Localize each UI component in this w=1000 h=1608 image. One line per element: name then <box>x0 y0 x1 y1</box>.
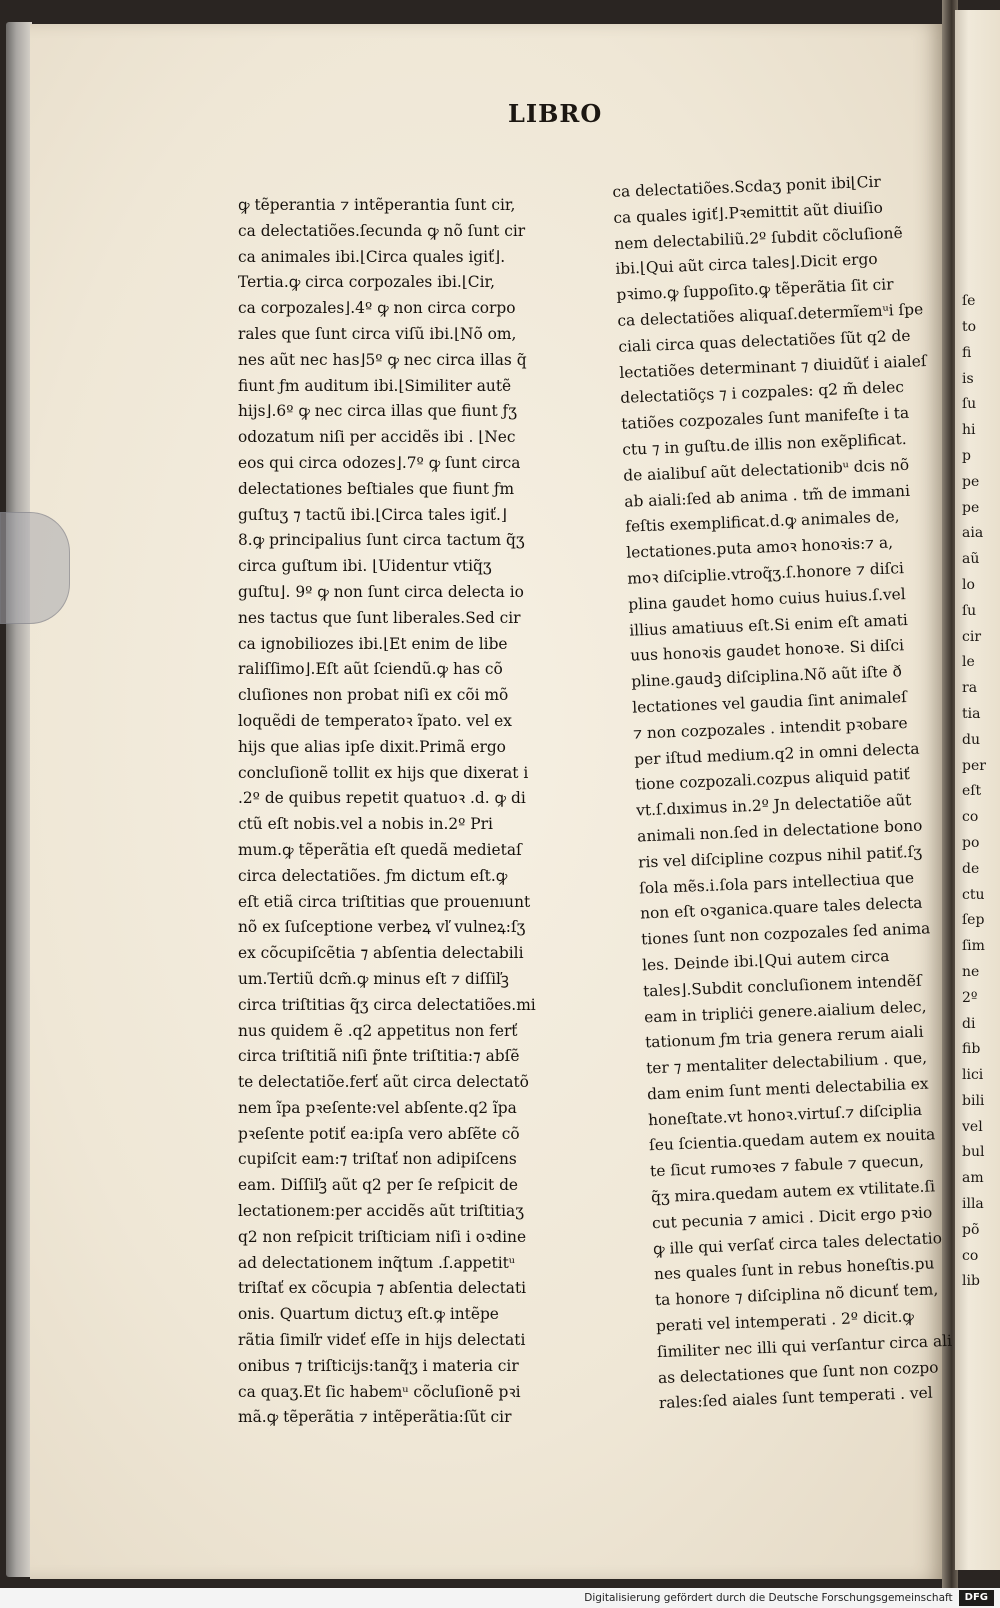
text-line: tales⌋.Subdit concluſionem intendẽſ <box>642 971 922 1001</box>
dfg-logo: DFG <box>959 1590 994 1606</box>
page-edge-stack <box>6 22 32 1577</box>
digitization-footer <box>0 1588 1000 1608</box>
text-line: cluſiones non probat niſi ex cõi mõ <box>238 686 509 705</box>
fragment-line: fib <box>962 1041 981 1058</box>
fragment-line: ſu <box>962 396 977 413</box>
fragment-line: bul <box>962 1144 985 1161</box>
text-line: lectatiões determinant ⁊ diuidũť i aialeſ <box>619 351 927 382</box>
fragment-line: hi <box>962 422 976 439</box>
text-line: ꝙ tẽperantia ⁊ intẽperantia ſunt cir, <box>238 196 516 214</box>
text-line: 8.ꝙ principalius ſunt circa tactum q̃ʒ <box>238 531 525 550</box>
text-line: tatiões cozpozales ſunt manifeſte i ta <box>621 403 910 433</box>
text-line: illius amatiuus eſt.Si enim eſt amati <box>628 610 909 640</box>
text-line: um.Tertiũ dcm̃.ꝙ minus eſt ⁊ diſſiľꝫ <box>238 969 509 988</box>
text-line: ctũ eſt nobis.vel a nobis in.2º Pri <box>238 815 493 834</box>
text-line: circa delectatiões. ƒm dictum eſt.ꝙ <box>238 866 508 885</box>
text-line: fiunt ƒm auditum ibi.⌊Similiter autẽ <box>238 376 512 395</box>
fragment-line: 2º <box>962 989 978 1006</box>
fragment-line <box>962 263 1000 289</box>
text-line: ctu ⁊ in guſtu.de illis non exẽplificat. <box>622 429 907 459</box>
text-line: ca delectatiões.Scdaʒ ponit ibi⌊Cir <box>612 172 882 201</box>
text-line: pꝛeſente potiť ea:ipſa vero abſẽte cõ <box>238 1124 520 1143</box>
text-line: nus quidem ẽ .q2 appetitus non ferť <box>238 1021 518 1040</box>
text-line: .2º de quibus repetit quatuoꝛ .d. ꝙ di <box>238 789 526 808</box>
text-line: ab aiali:ſed ab anima . tm̃ de immani <box>623 481 911 511</box>
funding-credit: Digitalisierung gefördert durch die Deutsche Forschungsgemeinschaft <box>584 1592 953 1604</box>
text-line: ca quaʒ.Et ſic habemᵘ cõcluſionẽ pꝛi <box>238 1382 521 1401</box>
text-line: ad delectationem inq̃tum .ſ.appetitᵘ <box>238 1253 515 1272</box>
left-text-column <box>238 193 538 1431</box>
fragment-line: to <box>962 318 977 335</box>
text-line: ca delectatiões.ſecunda ꝙ nõ ſunt cir <box>238 221 526 240</box>
fragment-line: lo <box>962 576 975 593</box>
text-line: tione cozpozali.cozpus aliquid patiť <box>634 765 911 794</box>
fragment-line: du <box>962 731 980 748</box>
fragment-line: pe <box>962 499 980 516</box>
fragment-line: fi <box>962 344 972 361</box>
text-line: circa triſtitias q̃ʒ circa delectatiões.mi <box>238 995 536 1014</box>
text-line: nem delectabiliũ.2º ſubdit cõcluſionẽ <box>614 223 903 253</box>
text-line: Tertia.ꝙ circa corpozales ibi.⌊Cir, <box>238 273 496 292</box>
text-line: as delectationes que ſunt non cozpo <box>657 1358 939 1387</box>
text-line: ⁊ non cozpozales . intendit pꝛobare <box>632 713 908 743</box>
text-line: te ſicut rumoꝛes ⁊ fabule ⁊ quecun, <box>649 1152 925 1181</box>
text-line: guſtuʒ ⁊ tactũ ibi.⌊Circa tales igiť.⌋ <box>238 505 507 524</box>
text-line: rales:ſed aiales ſunt temperati . vel <box>658 1384 933 1413</box>
text-line: cupiſcit eam:⁊ triſtať non adipiſcens <box>238 1150 517 1169</box>
text-line: moꝛ diſciplie.vtroq̃ʒ.ſ.honore ⁊ diſci <box>626 559 905 588</box>
text-line: ca animales ibi.⌊Circa quales igiť⌋. <box>238 247 506 266</box>
text-line: q̃ʒ mira.quedam autem ex vtilitate.ſi <box>650 1177 936 1207</box>
fragment-line <box>962 238 1000 264</box>
fragment-line: lici <box>962 1067 984 1084</box>
fragment-line: co <box>962 809 979 826</box>
fragment-line: per <box>962 757 986 774</box>
fragment-line: is <box>962 370 974 387</box>
text-line: eſt etiã circa triſtitias que prouenıunt <box>238 892 531 911</box>
text-line: eam in tripliċi genere.aialium delec, <box>643 997 927 1026</box>
fragment-line: ctu <box>962 886 985 903</box>
running-head: LIBRO <box>508 99 603 128</box>
text-line: mum.ꝙ tẽperãtia eſt quedã medietaſ <box>238 840 522 859</box>
text-line: perati vel intemperati . 2º dicit.ꝙ <box>655 1307 915 1336</box>
text-line: ca ignobiliozes ibi.⌊Et enim de libe <box>238 634 508 653</box>
text-line: nes quales ſunt in rebus honeſtis.pu <box>653 1254 935 1284</box>
text-line: nes tactus que ſunt liberales.Sed cir <box>238 608 521 627</box>
text-line: ibi.⌊Qui aũt circa tales⌋.Dicit ergo <box>615 250 878 279</box>
text-line: ſimiliter nec illi qui verſantur circa ali <box>656 1331 953 1361</box>
fragment-line: di <box>962 1015 976 1032</box>
fragment-line: aũ <box>962 551 980 568</box>
text-line: circa triſtitiã niſi p̃nte triſtitia:⁊ abſẽ <box>238 1047 520 1066</box>
fragment-line: bili <box>962 1092 985 1109</box>
fragment-line: eſt <box>962 783 982 800</box>
text-line: onibus ⁊ triſticijs:tanq̃ʒ i materia cir <box>238 1356 519 1375</box>
text-line: ter ⁊ mentaliter delectabilium . que, <box>645 1048 928 1078</box>
fragment-line: aia <box>962 525 984 542</box>
text-line: feſtis exemplificat.d.ꝙ animales de, <box>624 507 900 537</box>
text-line: ris vel diſcipline cozpus nihil patiť.ſʒ <box>637 842 923 872</box>
text-line: hijs que alias ipſe dixit.Primã ergo <box>238 737 506 756</box>
fragment-line: p <box>962 447 971 464</box>
fragment-line: am <box>962 1170 984 1187</box>
text-line: lectationem:per accidẽs aũt triſtitiaʒ <box>238 1202 524 1221</box>
text-line: ca corpozales⌋.4º ꝙ non circa corpo <box>238 299 516 318</box>
text-line: rales que ſunt circa viſũ ibi.⌊Nõ om, <box>238 324 517 343</box>
fragment-line: po <box>962 834 980 851</box>
right-text-column <box>612 168 959 1417</box>
text-line: hijs⌋.6º ꝙ nec circa illas que fiunt ƒʒ <box>238 402 517 421</box>
fragment-line: ſu <box>962 602 977 619</box>
text-line: per iſtud medium.q2 in omni delecta <box>633 739 920 769</box>
text-line: ex cõcupiſcẽtia ⁊ abſentia delectabili <box>238 944 524 963</box>
text-line: nem ĩpa pꝛeſente:vel abſente.q2 ĩpa <box>238 1098 517 1117</box>
fragment-line: ſe <box>962 293 976 310</box>
text-line: circa guſtum ibi. ⌊Uidentur vtiq̃ʒ <box>238 557 492 576</box>
fragment-line: lib <box>962 1273 980 1290</box>
text-line: pline.gaudꝫ diſciplina.Nõ aũt iſte ð <box>630 662 903 691</box>
text-line: lectationes vel gaudia ſint animaleſ <box>631 688 908 717</box>
text-line: loquẽdi de temperatoꝛ ĩpato. vel ex <box>238 711 512 730</box>
text-line: guſtu⌋. 9º ꝙ non ſunt circa delecta io <box>238 582 524 601</box>
text-line: les. Deinde ibi.⌊Qui autem circa <box>641 946 890 975</box>
fragment-line: tia <box>962 705 981 722</box>
fragment-line <box>962 212 1000 238</box>
text-line: ta honore ⁊ diſciplina nõ dicunť tem, <box>654 1280 939 1310</box>
fragment-line: cir <box>962 628 982 645</box>
fragment-line: de <box>962 860 980 877</box>
text-line: q2 non reſpicit triſticiam niſi i oꝛdine <box>238 1227 527 1246</box>
facing-page-text-fragments <box>962 186 1000 1295</box>
fragment-line: ſep <box>962 912 985 929</box>
text-line: honeſtate.vt honoꝛ.virtuſ.⁊ diſciplia <box>647 1100 923 1129</box>
text-line: eam. Diſſiľꝫ aũt q2 per ſe reſpicit de <box>238 1176 519 1195</box>
fragment-line: ſim <box>962 938 985 955</box>
text-line: rãtia ſimiľr videť eſſe in hijs delectati <box>238 1331 526 1350</box>
text-line: plina gaudet homo cuius huius.ſ.vel <box>627 584 906 614</box>
text-line: triſtať ex cõcupia ⁊ abſentia delectati <box>238 1279 527 1298</box>
fragment-line <box>962 186 1000 212</box>
text-line: tiones ſunt non cozpozales ſed anima <box>640 919 931 949</box>
text-line: te delectatiõe.ferť aũt circa delectatõ <box>238 1073 529 1092</box>
fragment-line: illa <box>962 1196 984 1213</box>
text-line: raliſſimo⌋.Eſt aũt ſciendũ.ꝙ has cõ <box>238 660 503 679</box>
text-line: eos qui circa odozes⌋.7º ꝙ ſunt circa <box>238 453 521 472</box>
text-line: nes aũt nec has⌋5º ꝙ nec circa illas q̃ <box>238 350 527 369</box>
page-clip <box>0 512 70 624</box>
text-line: delectatiõçs ⁊ i cozpales: q2 m̃ delec <box>620 378 905 408</box>
fragment-line: le <box>962 654 975 671</box>
text-line: concluſionẽ tollit ex hijs que dixerat i <box>238 763 529 782</box>
text-line: dam enim ſunt menti delectabilia ex <box>646 1074 929 1104</box>
text-line: vt.ſ.dıximus in.2º Jn delectatiõe aũt <box>635 791 912 820</box>
text-line: cut pecunia ⁊ amici . Dicit ergo pꝛio <box>651 1203 933 1233</box>
text-line: tationum ƒm tria genera rerum aiali <box>644 1022 924 1052</box>
fragment-line: ra <box>962 680 978 697</box>
text-line: animali non.ſed in delectatione bono <box>636 816 923 846</box>
text-line: ciali circa quas delectatiões ſũt q2 de <box>618 326 911 356</box>
text-line: non eſt oꝛganica.quare tales delecta <box>639 893 923 923</box>
text-line: ſeu ſcientia.quedam autem ex nouita <box>648 1125 936 1155</box>
text-line: nõ ex ſuſceptione verbeꝝ vľ vulneꝝ:ſʒ <box>238 918 526 937</box>
text-line: pꝛimo.ꝙ ſuppoſito.ꝙ tẽperãtia ſit cir <box>616 275 894 305</box>
fragment-line: pe <box>962 473 980 490</box>
text-line: de aialibuſ aũt delectationibᵘ dcis nõ <box>623 455 910 485</box>
text-line: ca quales igiť⌋.Pꝛemittit aũt diuiſio <box>613 198 884 227</box>
text-line: delectationes beſtiales que fiunt ƒm <box>238 479 515 498</box>
text-line: mã.ꝙ tẽperãtia ⁊ intẽperãtia:ſũt cir <box>238 1408 512 1427</box>
fragment-line: ne <box>962 963 980 980</box>
text-line: ꝙ ille qui verſať circa tales delectatio <box>652 1228 943 1258</box>
text-line: ca delectatiões aliquaſ.determĩemᵘi ſpe <box>617 300 924 330</box>
text-line: lectationes.puta amoꝛ honoꝛis:⁊ a, <box>625 533 894 562</box>
text-line: onis. Quartum dictuʒ eſt.ꝙ intẽpe <box>238 1305 499 1324</box>
fragment-line: co <box>962 1247 979 1264</box>
text-line: odozatum niſi per accidẽs ibi . ⌊Nec <box>238 428 516 447</box>
fragment-line: põ <box>962 1221 980 1238</box>
text-line: ſola mẽs.i.ſola pars intellectiua que <box>638 868 915 897</box>
fragment-line: vel <box>962 1118 983 1135</box>
text-line: uus honoꝛis gaudet honoꝛe. Si diſci <box>629 636 905 665</box>
